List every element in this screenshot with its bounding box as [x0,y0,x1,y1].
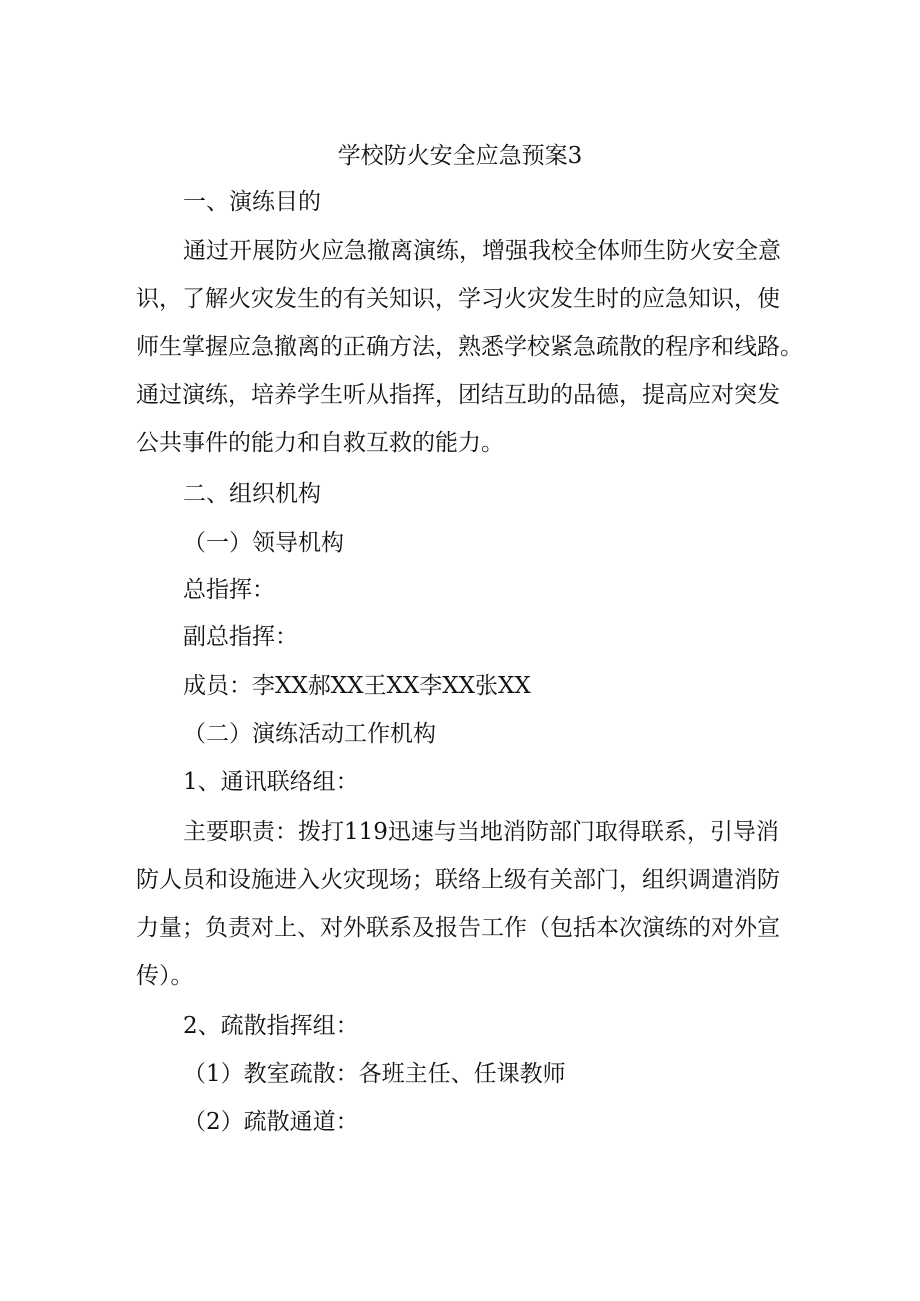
purpose-line-4: 通过演练，培养学生听从指挥，团结互助的品德，提高应对突发 [136,382,780,408]
purpose-line-1: 通过开展防火应急撤离演练，增强我校全体师生防火安全意 [183,238,781,264]
members-line: 成员：李XX郝XX王XX李XX张XX [183,673,531,699]
group-heading-evacuation: 2、疏散指挥组： [183,1013,359,1039]
vice-commander-label: 副总指挥： [183,624,298,650]
communication-line-1: 主要职责：拨打119迅速与当地消防部门取得联系，引导消 [183,819,779,845]
subsection-heading-leadership: （一）领导机构 [183,530,344,556]
purpose-line-3: 师生掌握应急撤离的正确方法，熟悉学校紧急疏散的程序和线路。 [136,334,803,360]
purpose-line-5: 公共事件的能力和自救互救的能力。 [136,430,504,456]
communication-line-2: 防人员和设施进入火灾现场；联络上级有关部门，组织调遣消防 [136,867,780,893]
evacuation-item-passage: （2）疏散通道： [183,1109,359,1135]
communication-line-4: 传）。 [136,963,194,989]
subsection-heading-working-groups: （二）演练活动工作机构 [183,721,436,747]
evacuation-item-classroom: （1）教室疏散：各班主任、任课教师 [183,1061,566,1087]
section-heading-purpose: 一、演练目的 [183,189,321,215]
group-heading-communication: 1、通讯联络组： [183,769,359,795]
purpose-line-2: 识，了解火灾发生的有关知识，学习火灾发生时的应急知识，使 [136,286,780,312]
communication-line-3: 力量；负责对上、对外联系及报告工作（包括本次演练的对外宣 [136,915,780,941]
document-title: 学校防火安全应急预案3 [337,143,583,169]
commander-label: 总指挥： [183,577,275,603]
section-heading-organization: 二、组织机构 [183,481,321,507]
